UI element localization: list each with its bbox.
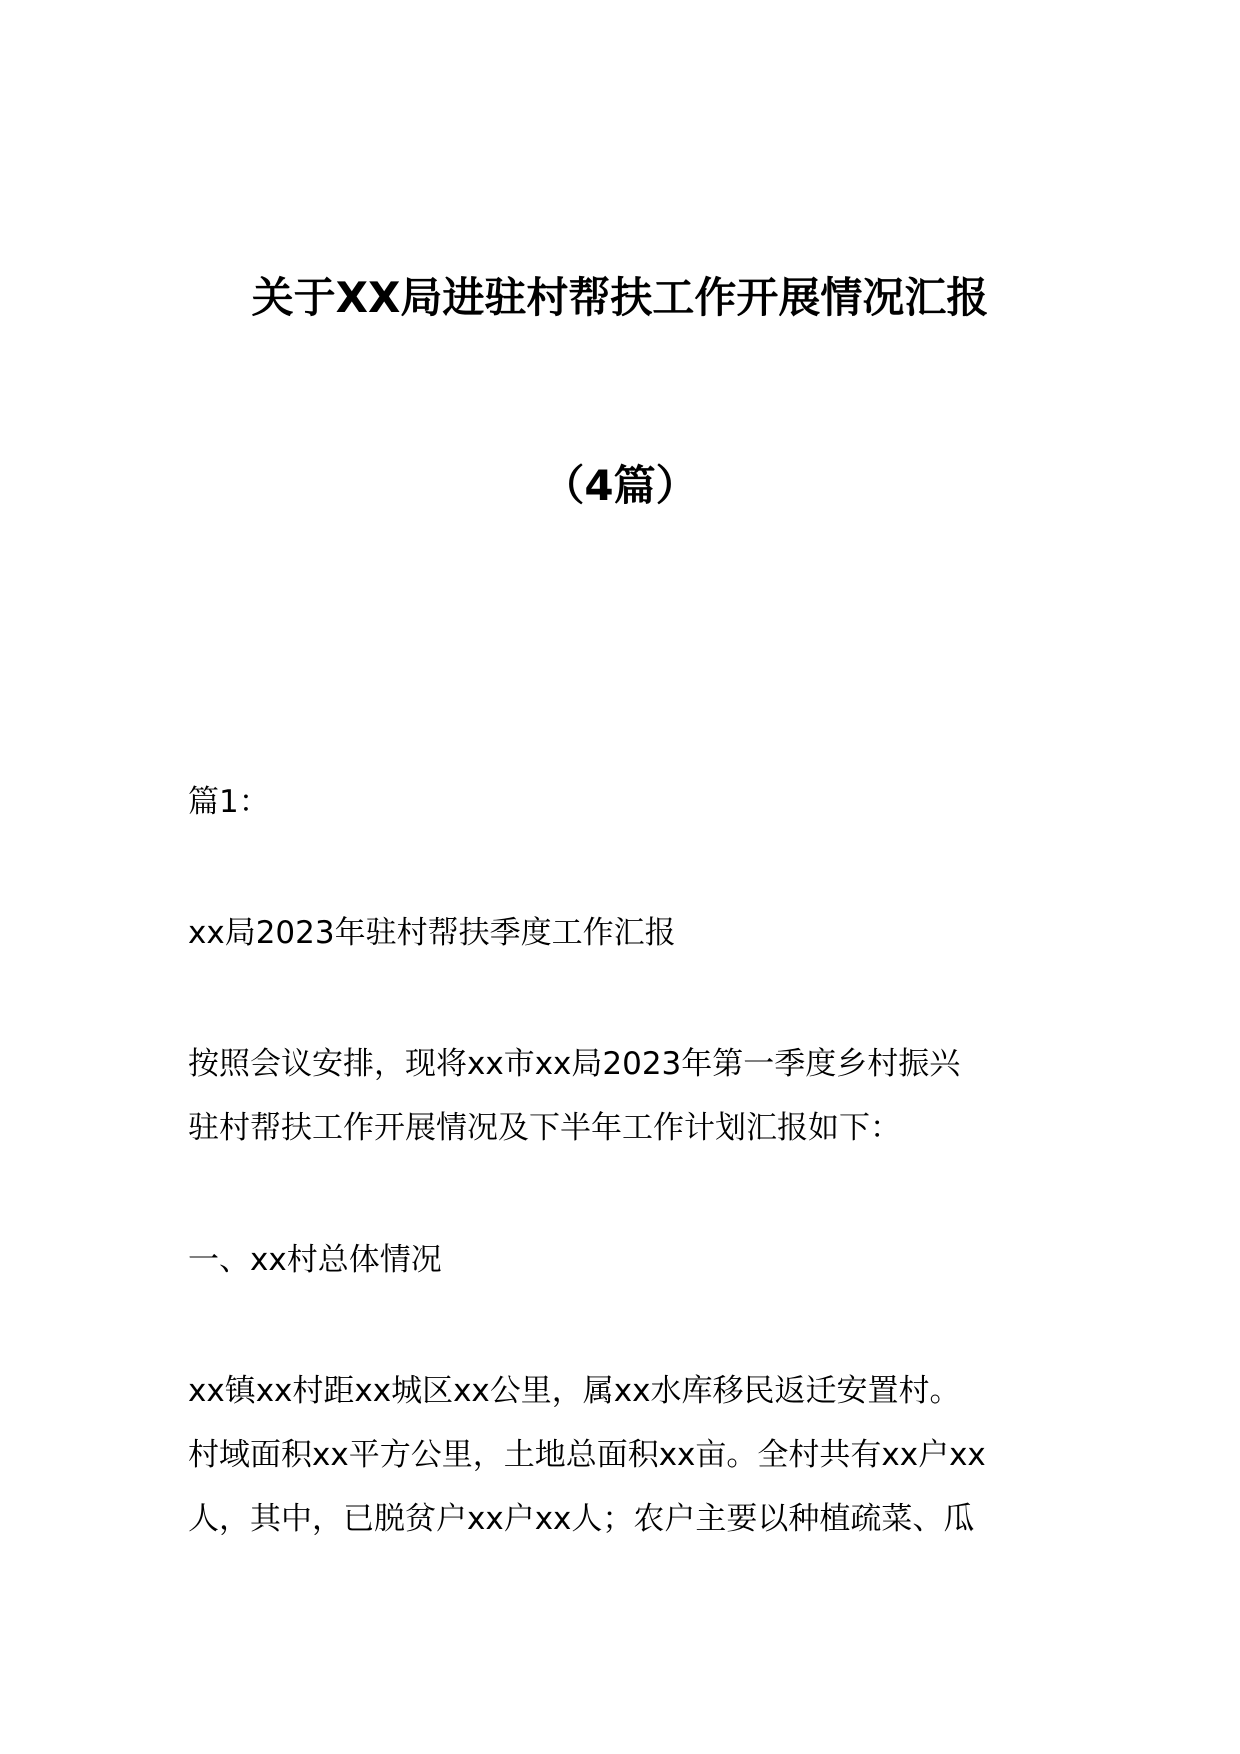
text-line: 按照会议安排，现将xx市xx局2023年第一季度乡村振兴 <box>188 1046 961 1082</box>
text-line: 篇1： <box>188 784 270 820</box>
intro-paragraph <box>188 1032 1068 1160</box>
section-heading <box>188 1228 1068 1292</box>
text-line: 人，其中，已脱贫户xx户xx人；农户主要以种植疏菜、瓜 <box>188 1501 975 1537</box>
text-line: 一、xx村总体情况 <box>188 1242 442 1278</box>
body-paragraph <box>188 1359 1068 1551</box>
section-label <box>188 770 1068 834</box>
document-title: 关于XX局进驻村帮扶工作开展情况汇报 <box>251 273 989 322</box>
text-line: xx局2023年驻村帮扶季度工作汇报 <box>188 915 676 951</box>
document-subtitle: （4篇） <box>542 461 698 510</box>
text-line: 驻村帮扶工作开展情况及下半年工作计划汇报如下： <box>188 1110 901 1146</box>
text-line: xx镇xx村距xx城区xx公里，属xx水库移民返迁安置村。 <box>188 1373 961 1409</box>
text-line: 村域面积xx平方公里，土地总面积xx亩。全村共有xx户xx <box>188 1437 986 1473</box>
report-heading <box>188 901 1068 965</box>
